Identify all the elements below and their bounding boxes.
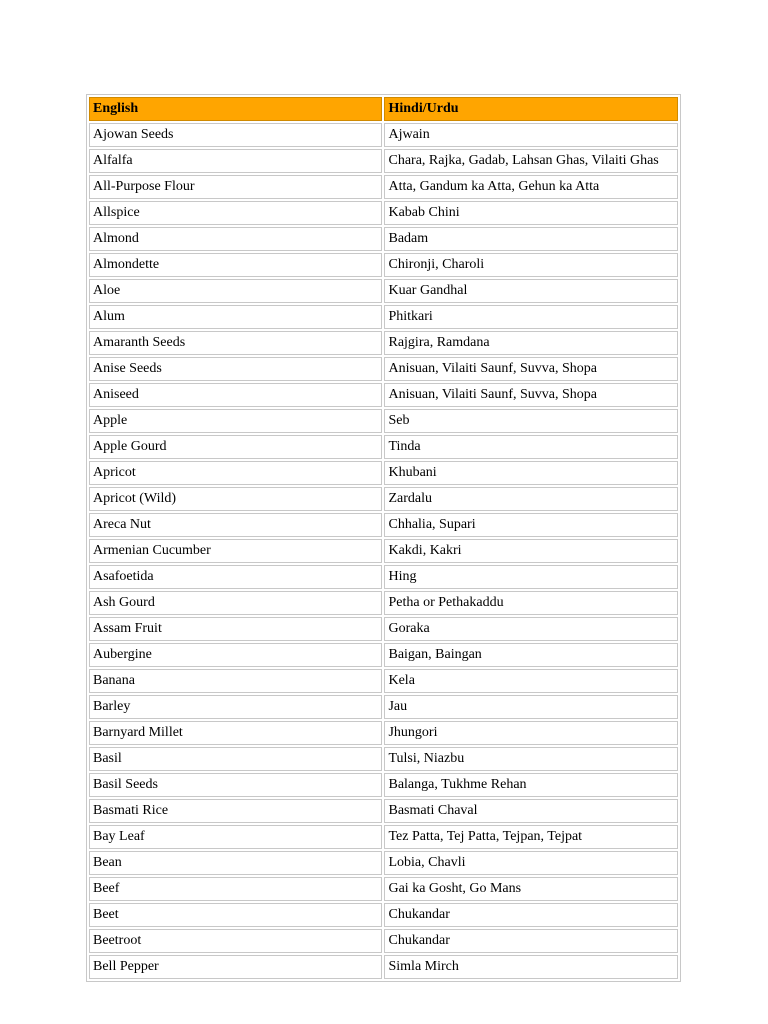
hindi-urdu-term-cell: Kela [384, 669, 678, 693]
english-term-cell: Beet [89, 903, 382, 927]
table-row [89, 929, 678, 953]
english-term-cell: Apricot (Wild) [89, 487, 382, 511]
english-term-cell: Bay Leaf [89, 825, 382, 849]
english-term-cell: Areca Nut [89, 513, 382, 537]
hindi-urdu-term-cell: Ajwain [384, 123, 678, 147]
english-term-cell: Bean [89, 851, 382, 875]
table-row [89, 461, 678, 485]
english-term-cell: Apricot [89, 461, 382, 485]
header-row [89, 97, 678, 121]
table-row [89, 149, 678, 173]
english-term-cell: Basil Seeds [89, 773, 382, 797]
table-row [89, 383, 678, 407]
hindi-urdu-term-cell: Tulsi, Niazbu [384, 747, 678, 771]
hindi-urdu-term-cell: Kuar Gandhal [384, 279, 678, 303]
hindi-urdu-term-cell: Chara, Rajka, Gadab, Lahsan Ghas, Vilaiti Ghas [384, 149, 678, 173]
table-row [89, 123, 678, 147]
table-row [89, 513, 678, 537]
hindi-urdu-term-cell: Hing [384, 565, 678, 589]
english-term-cell: Beetroot [89, 929, 382, 953]
english-term-cell: Ash Gourd [89, 591, 382, 615]
header-english: English [89, 97, 382, 121]
hindi-urdu-term-cell: Basmati Chaval [384, 799, 678, 823]
table-row [89, 409, 678, 433]
hindi-urdu-term-cell: Zardalu [384, 487, 678, 511]
english-term-cell: Assam Fruit [89, 617, 382, 641]
hindi-urdu-term-cell: Balanga, Tukhme Rehan [384, 773, 678, 797]
hindi-urdu-term-cell: Simla Mirch [384, 955, 678, 979]
hindi-urdu-term-cell: Jau [384, 695, 678, 719]
table-row [89, 201, 678, 225]
table-row [89, 227, 678, 251]
english-term-cell: Almond [89, 227, 382, 251]
table-row [89, 721, 678, 745]
table-row [89, 435, 678, 459]
english-term-cell: Banana [89, 669, 382, 693]
table-body [89, 123, 678, 979]
table-row [89, 591, 678, 615]
table-row [89, 357, 678, 381]
hindi-urdu-term-cell: Khubani [384, 461, 678, 485]
hindi-urdu-term-cell: Chukandar [384, 903, 678, 927]
hindi-urdu-term-cell: Jhungori [384, 721, 678, 745]
table-row [89, 799, 678, 823]
table-row [89, 175, 678, 199]
english-term-cell: Anise Seeds [89, 357, 382, 381]
english-term-cell: Aniseed [89, 383, 382, 407]
table-row [89, 747, 678, 771]
english-term-cell: Alum [89, 305, 382, 329]
hindi-urdu-term-cell: Phitkari [384, 305, 678, 329]
hindi-urdu-term-cell: Kabab Chini [384, 201, 678, 225]
english-term-cell: Aubergine [89, 643, 382, 667]
hindi-urdu-term-cell: Chukandar [384, 929, 678, 953]
hindi-urdu-term-cell: Seb [384, 409, 678, 433]
english-term-cell: Amaranth Seeds [89, 331, 382, 355]
table-row [89, 903, 678, 927]
table-row [89, 253, 678, 277]
table-row [89, 331, 678, 355]
hindi-urdu-term-cell: Anisuan, Vilaiti Saunf, Suvva, Shopa [384, 357, 678, 381]
hindi-urdu-term-cell: Tinda [384, 435, 678, 459]
hindi-urdu-term-cell: Goraka [384, 617, 678, 641]
glossary-table [86, 94, 681, 982]
table-row [89, 305, 678, 329]
english-term-cell: Armenian Cucumber [89, 539, 382, 563]
table-row [89, 877, 678, 901]
hindi-urdu-term-cell: Chironji, Charoli [384, 253, 678, 277]
english-term-cell: Aloe [89, 279, 382, 303]
table-row [89, 955, 678, 979]
english-term-cell: Barnyard Millet [89, 721, 382, 745]
english-term-cell: Asafoetida [89, 565, 382, 589]
english-term-cell: Bell Pepper [89, 955, 382, 979]
table-row [89, 539, 678, 563]
hindi-urdu-term-cell: Atta, Gandum ka Atta, Gehun ka Atta [384, 175, 678, 199]
english-term-cell: Beef [89, 877, 382, 901]
english-term-cell: Barley [89, 695, 382, 719]
english-term-cell: All-Purpose Flour [89, 175, 382, 199]
table-row [89, 617, 678, 641]
table-row [89, 773, 678, 797]
table-row [89, 279, 678, 303]
table-row [89, 851, 678, 875]
hindi-urdu-term-cell: Anisuan, Vilaiti Saunf, Suvva, Shopa [384, 383, 678, 407]
english-term-cell: Apple [89, 409, 382, 433]
english-term-cell: Almondette [89, 253, 382, 277]
english-term-cell: Ajowan Seeds [89, 123, 382, 147]
hindi-urdu-term-cell: Gai ka Gosht, Go Mans [384, 877, 678, 901]
table-row [89, 695, 678, 719]
hindi-urdu-term-cell: Kakdi, Kakri [384, 539, 678, 563]
hindi-urdu-term-cell: Lobia, Chavli [384, 851, 678, 875]
english-term-cell: Basil [89, 747, 382, 771]
table-row [89, 669, 678, 693]
english-term-cell: Apple Gourd [89, 435, 382, 459]
hindi-urdu-term-cell: Rajgira, Ramdana [384, 331, 678, 355]
hindi-urdu-term-cell: Petha or Pethakaddu [384, 591, 678, 615]
english-term-cell: Basmati Rice [89, 799, 382, 823]
hindi-urdu-term-cell: Badam [384, 227, 678, 251]
header-hindi-urdu: Hindi/Urdu [384, 97, 678, 121]
english-term-cell: Allspice [89, 201, 382, 225]
hindi-urdu-term-cell: Chhalia, Supari [384, 513, 678, 537]
table-row [89, 643, 678, 667]
table-row [89, 565, 678, 589]
table-row [89, 487, 678, 511]
english-term-cell: Alfalfa [89, 149, 382, 173]
table-row [89, 825, 678, 849]
hindi-urdu-term-cell: Tez Patta, Tej Patta, Tejpan, Tejpat [384, 825, 678, 849]
hindi-urdu-term-cell: Baigan, Baingan [384, 643, 678, 667]
